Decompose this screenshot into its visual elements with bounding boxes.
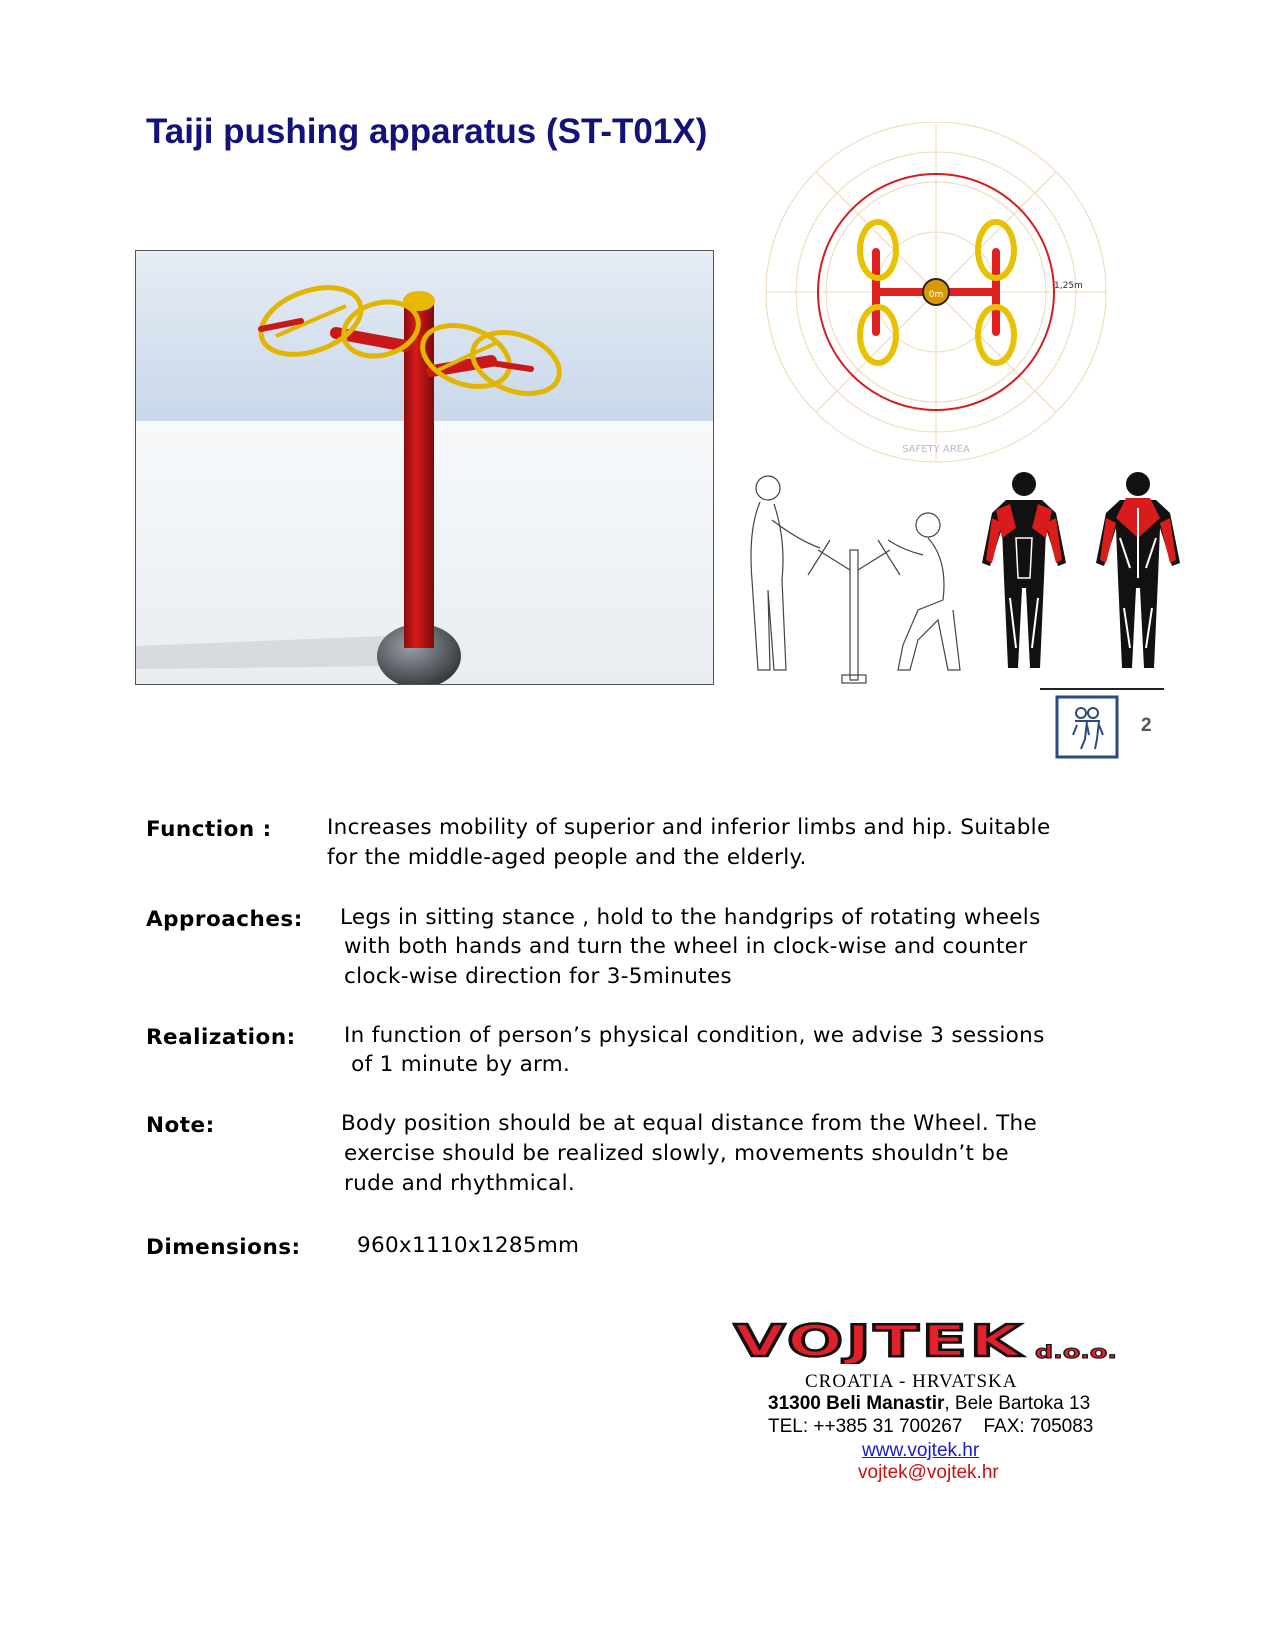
company-email[interactable]: vojtek@vojtek.hr [858, 1462, 999, 1483]
company-phone-fax: TEL: ++385 31 700267 FAX: 705083 [768, 1416, 1094, 1437]
note-text-line-3: rude and rhythmical. [344, 1171, 576, 1196]
company-address [768, 1393, 1090, 1415]
approaches-text-line-2: with both hands and turn the wheel in clock-wise and counter [344, 934, 1028, 959]
safety-area-diagram [758, 122, 1116, 472]
note-text-line-2: exercise should be realized slowly, movements shouldn’t be [344, 1141, 1009, 1166]
approaches-text-line-1: Legs in sitting stance , hold to the handgrips of rotating wheels [340, 905, 1041, 930]
vojtek-logo [730, 1318, 1130, 1364]
note-label: Note: [146, 1113, 215, 1138]
page-title: Taiji pushing apparatus (ST-T01X) [146, 112, 708, 151]
approaches-text-line-3: clock-wise direction for 3-5minutes [344, 964, 732, 989]
center-label: 0m [928, 290, 944, 300]
radius-label: 1,25m [1054, 281, 1083, 291]
safety-area-label: SAFETY AREA [902, 444, 970, 455]
product-render-image [135, 250, 714, 685]
company-country: CROATIA - HRVATSKA [805, 1371, 1018, 1392]
dimensions-label: Dimensions: [146, 1235, 301, 1260]
function-text-line-1: Increases mobility of superior and inferior limbs and hip. Suitable [327, 815, 1051, 840]
approaches-label: Approaches: [146, 907, 303, 932]
dimensions-value: 960x1110x1285mm [357, 1233, 580, 1258]
realization-text-line-1: In function of person’s physical condition, we advise 3 sessions [344, 1023, 1045, 1048]
function-text-line-2: for the middle-aged people and the elderly. [327, 845, 807, 870]
two-users-icon [1055, 695, 1119, 759]
svg-text:VOJTEK: VOJTEK [734, 1318, 1024, 1364]
realization-label: Realization: [146, 1025, 296, 1050]
svg-text:d.o.o.: d.o.o. [1035, 1342, 1117, 1363]
company-address-city: 31300 Beli Manastir [768, 1393, 945, 1414]
realization-text-line-2: of 1 minute by arm. [344, 1052, 571, 1077]
exercise-illustration [738, 470, 978, 688]
muscle-back-figure [1090, 468, 1186, 680]
company-website-link[interactable]: www.vojtek.hr [862, 1440, 980, 1461]
user-count: 2 [1141, 715, 1152, 736]
muscle-front-figure [976, 468, 1072, 680]
function-label: Function : [146, 817, 272, 842]
note-text-line-1: Body position should be at equal distance from the Wheel. The [341, 1111, 1037, 1136]
divider-line [1040, 688, 1164, 690]
company-address-street: , Bele Bartoka 13 [944, 1393, 1091, 1414]
